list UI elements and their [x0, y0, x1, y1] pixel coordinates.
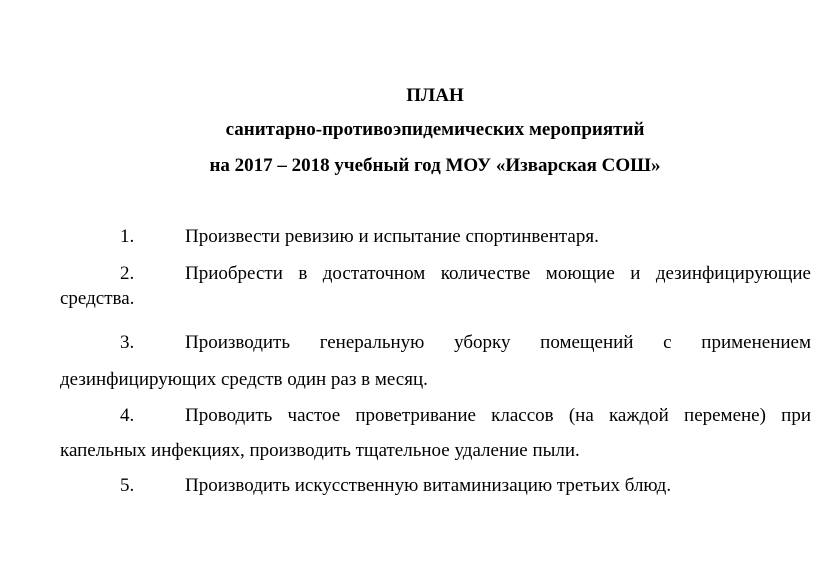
- list-item-text: Производить генеральную уборку помещений с применением дезинфицирующих средств один раз в месяц.: [60, 332, 811, 390]
- list-item-text: Производить искусственную витаминизацию третьих блюд.: [185, 475, 672, 496]
- list-item: [60, 224, 811, 250]
- list-item-number: 3.: [120, 332, 135, 353]
- list-item-number: 2.: [120, 263, 135, 284]
- list-item-text: Приобрести в достаточном количестве моющие и дезинфицирующие средства.: [60, 263, 811, 309]
- plan-period: на 2017 – 2018 учебный год МОУ «Изварская СОШ»: [209, 155, 661, 176]
- list-item-text: Проводить частое проветривание классов (на каждой перемене) при капельных инфекциях, производить тщательное удаление пыли.: [60, 405, 811, 461]
- list-item: [60, 324, 811, 398]
- list-item: [60, 261, 811, 311]
- list-item-number: 5.: [120, 475, 135, 496]
- plan-subtitle: санитарно-противоэпидемических мероприятий: [225, 119, 645, 140]
- plan-title: ПЛАН: [406, 85, 464, 106]
- measures-list: [60, 224, 811, 503]
- list-item-number: 1.: [120, 226, 135, 247]
- list-item-number: 4.: [120, 405, 135, 426]
- list-item: [60, 468, 811, 503]
- list-item-text: Произвести ревизию и испытание спортинвентаря.: [185, 226, 599, 247]
- list-item: [60, 398, 811, 468]
